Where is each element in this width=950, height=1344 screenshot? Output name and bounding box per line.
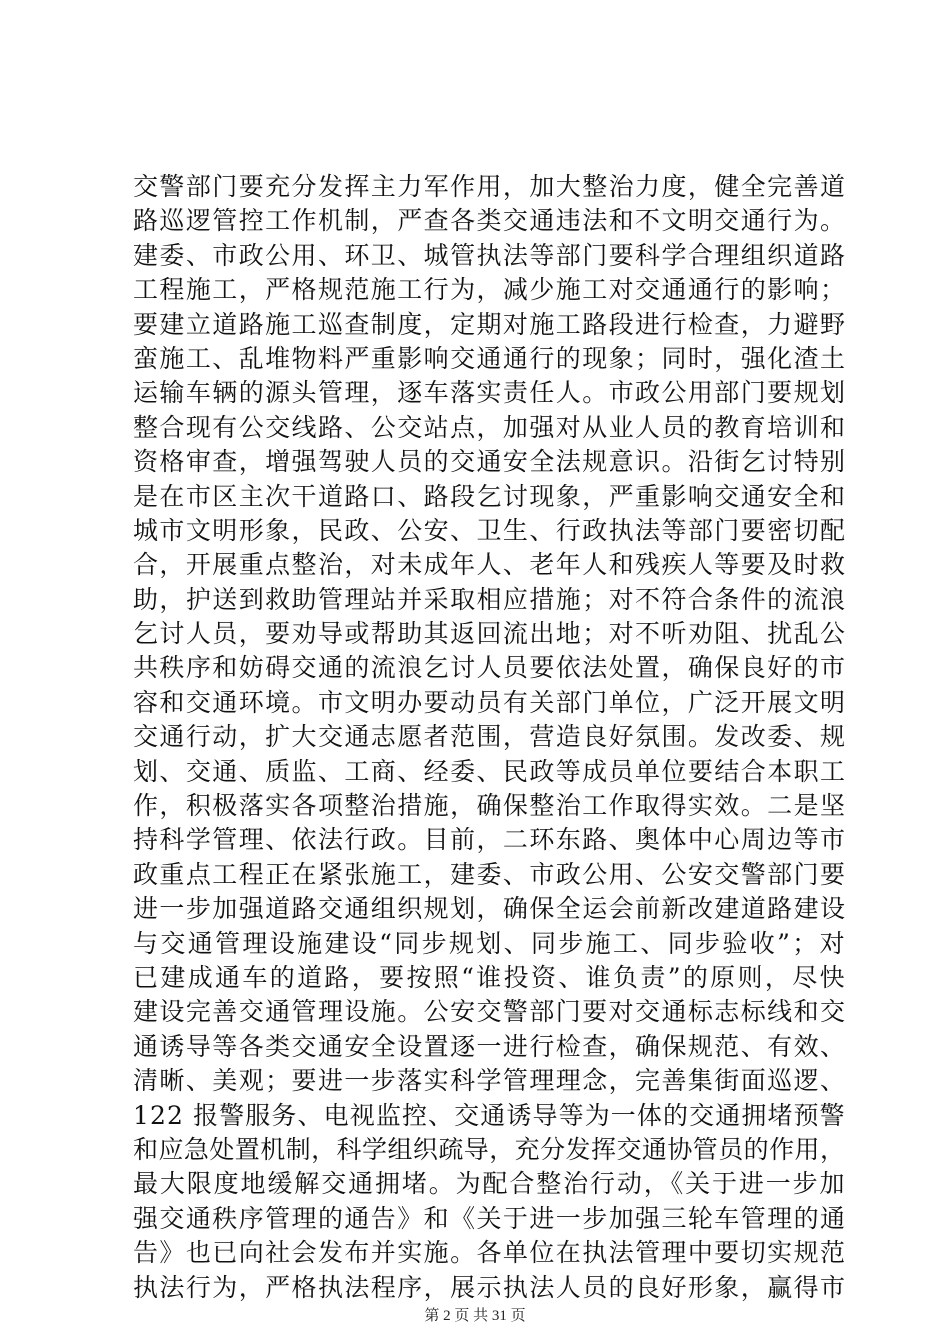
document-line: 是在市区主次干道路口、路段乞讨现象，严重影响交通安全和	[133, 481, 847, 511]
document-line: 运输车辆的源头管理，逐车落实责任人。市政公用部门要规划	[133, 378, 847, 408]
document-line: 路巡逻管控工作机制，严查各类交通违法和不文明交通行为。	[133, 206, 847, 236]
document-line: 作，积极落实各项整治措施，确保整治工作取得实效。二是坚	[133, 791, 847, 821]
document-line: 助，护送到救助管理站并采取相应措施；对不符合条件的流浪	[133, 584, 847, 614]
document-line: 和应急处置机制，科学组织疏导，充分发挥交通协管员的作用，	[133, 1134, 846, 1164]
document-line: 交通行动，扩大交通志愿者范围，营造良好氛围。发改委、规	[133, 722, 847, 752]
document-line: 蛮施工、乱堆物料严重影响交通通行的现象；同时，强化渣土	[133, 343, 847, 373]
document-line: 建设完善交通管理设施。公安交警部门要对交通标志标线和交	[133, 997, 847, 1027]
document-line: 容和交通环境。市文明办要动员有关部门单位，广泛开展文明	[133, 687, 847, 717]
document-line: 合，开展重点整治，对未成年人、老年人和残疾人等要及时救	[133, 550, 847, 580]
document-line: 与交通管理设施建设“同步规划、同步施工、同步验收”；对	[133, 928, 847, 958]
document-body	[133, 170, 845, 1305]
document-line: 已建成通车的道路，要按照“谁投资、谁负责”的原则，尽快	[133, 962, 847, 992]
document-line: 共秩序和妨碍交通的流浪乞讨人员要依法处置，确保良好的市	[133, 653, 847, 683]
document-line: 持科学管理、依法行政。目前，二环东路、奥体中心周边等市	[133, 825, 847, 855]
document-line: 建委、市政公用、环卫、城管执法等部门要科学合理组织道路	[133, 240, 847, 270]
document-line: 政重点工程正在紧张施工，建委、市政公用、公安交警部门要	[133, 859, 847, 889]
document-line: 清晰、美观；要进一步落实科学管理理念，完善集街面巡逻、	[133, 1066, 847, 1096]
document-line: 资格审查，增强驾驶人员的交通安全法规意识。沿街乞讨特别	[133, 447, 847, 477]
document-line: 进一步加强道路交通组织规划，确保全运会前新改建道路建设	[133, 894, 847, 924]
document-line: 要建立道路施工巡查制度，定期对施工路段进行检查，力避野	[133, 309, 847, 339]
document-line: 交警部门要充分发挥主力军作用，加大整治力度，健全完善道	[133, 172, 847, 201]
document-line: 最大限度地缓解交通拥堵。为配合整治行动，《关于进一步加	[133, 1169, 847, 1199]
page-footer: 第 2 页 共 31 页	[424, 1308, 526, 1324]
document-line: 通诱导等各类交通安全设置逐一进行检查，确保规范、有效、	[133, 1031, 847, 1061]
document-line: 整合现有公交线路、公交站点，加强对从业人员的教育培训和	[133, 412, 847, 442]
document-line: 122 报警服务、电视监控、交通诱导等为一体的交通拥堵预警	[133, 1100, 846, 1130]
document-line: 工程施工，严格规范施工行为，减少施工对交通通行的影响；	[133, 275, 847, 305]
document-line: 强交通秩序管理的通告》和《关于进一步加强三轮车管理的通	[133, 1203, 847, 1233]
document-line: 城市文明形象，民政、公安、卫生、行政执法等部门要密切配	[133, 515, 847, 545]
document-line: 划、交通、质监、工商、经委、民政等成员单位要结合本职工	[133, 756, 847, 786]
document-line: 告》也已向社会发布并实施。各单位在执法管理中要切实规范	[133, 1238, 847, 1268]
document-line: 乞讨人员，要劝导或帮助其返回流出地；对不听劝阻、扰乱公	[133, 619, 847, 649]
document-line: 执法行为，严格执法程序，展示执法人员的良好形象，赢得市	[133, 1272, 847, 1302]
